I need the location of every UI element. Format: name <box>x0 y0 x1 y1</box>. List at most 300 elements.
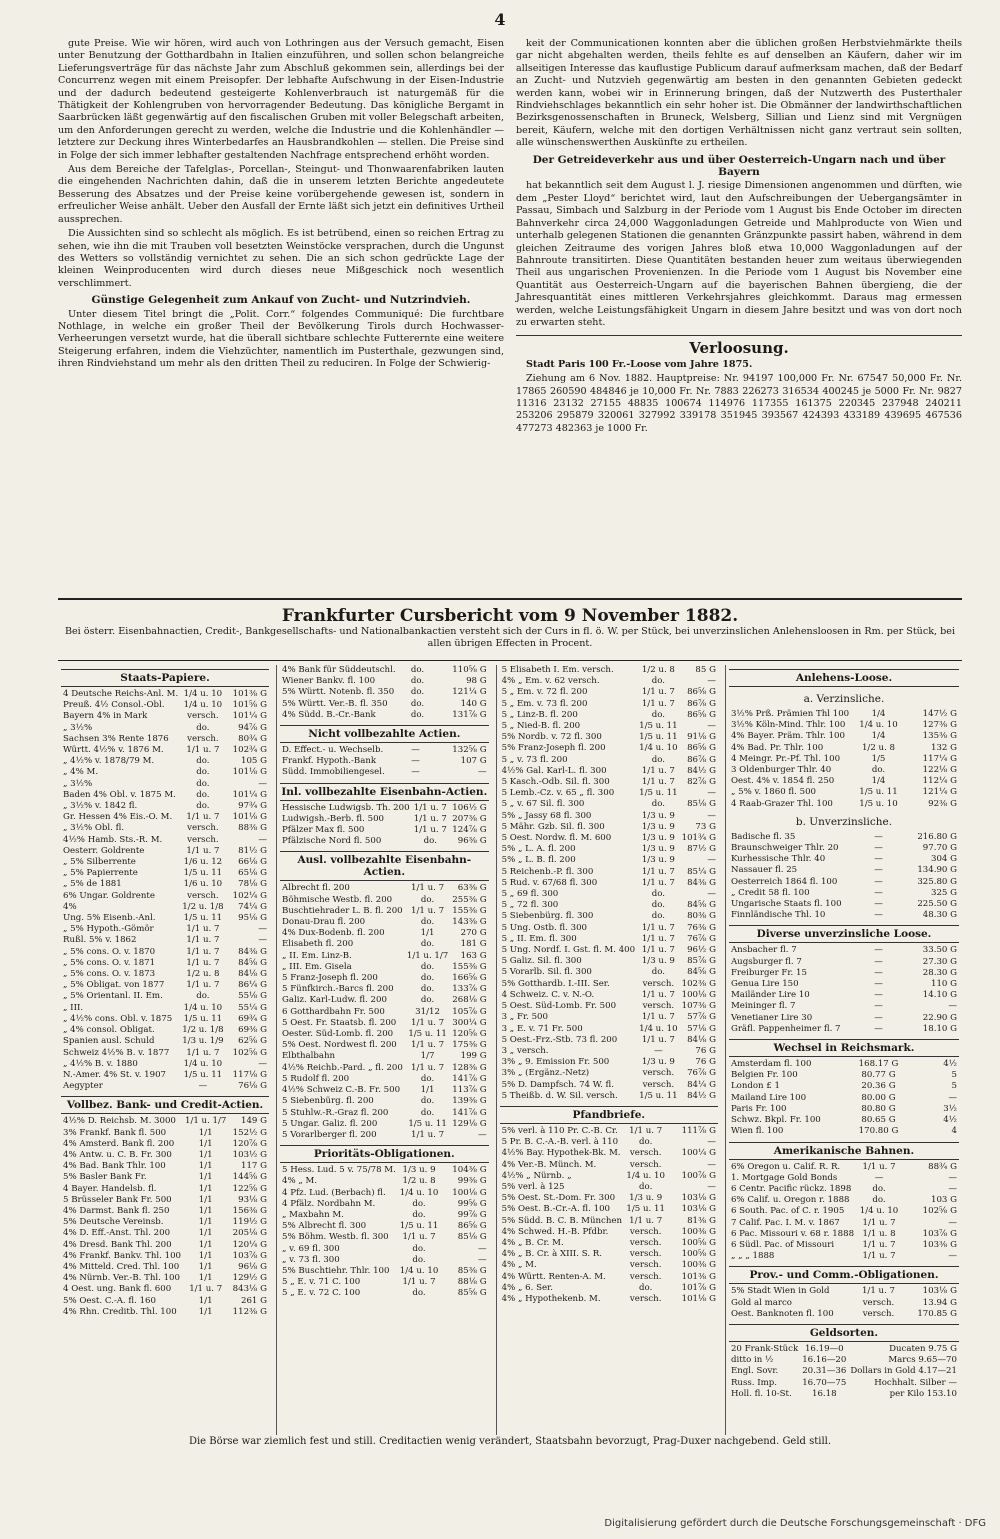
interest-date: do. <box>196 801 210 812</box>
table-row <box>280 1221 489 1232</box>
interest-date: 1/1 u. 7 <box>402 1277 436 1288</box>
table-row <box>500 889 718 900</box>
quote-table <box>729 1162 959 1263</box>
interest-date: 1/1 <box>420 928 435 939</box>
price: 84⅝ G <box>687 967 716 978</box>
security-name: 4 Deutsche Reichs-Anl. M. <box>63 689 179 699</box>
price: 76⅜ G <box>687 922 716 933</box>
price: 84⅛ G <box>687 1034 716 1045</box>
security-name: Oesterr. Goldrente <box>63 845 145 856</box>
price: 100¼ G <box>681 1148 716 1159</box>
price: 205⅛ G <box>232 1228 267 1239</box>
security-name: 5 Brüsseler Bank Fr. 500 <box>63 1194 172 1205</box>
quote-table <box>500 665 718 1102</box>
security-name: 4% Württ. Renten-A. M. <box>501 1271 606 1282</box>
interest-date: 1/1 u. 7 <box>411 1129 445 1140</box>
interest-date: — <box>411 756 420 767</box>
table-row <box>500 822 718 833</box>
table-row <box>280 1040 489 1051</box>
security-name: 4 Schweiz. C. v. N.-O. <box>501 989 595 1000</box>
security-name: 5 Fünfkirch.-Barcs fl. 200 <box>282 984 394 995</box>
price: 63⅜ G <box>457 883 487 894</box>
security-name: Mailänder Lire 10 <box>730 990 810 1001</box>
price: 96½ G <box>687 945 716 956</box>
interest-date: 1/4 <box>871 731 886 742</box>
interest-date: do. <box>651 709 665 720</box>
interest-date: 31/12 <box>415 1006 440 1017</box>
price: 18.10 G <box>922 1023 957 1034</box>
security-name: 5% verl. à 125 <box>501 1181 565 1192</box>
table-row <box>500 911 718 922</box>
table-row <box>61 767 269 778</box>
security-name: 4% „ M. <box>282 1176 318 1187</box>
price: 119½ G <box>232 1217 267 1228</box>
table-row <box>729 1070 959 1081</box>
interest-date: 1/5 u. 11 <box>408 1118 447 1129</box>
interest-date: 1/1 u. 7 <box>641 866 675 877</box>
price: 4 <box>951 1126 957 1137</box>
interest-date: — <box>874 865 883 876</box>
table-row <box>500 878 718 889</box>
table-row <box>61 1206 269 1217</box>
security-name: „ 5% cons. O. v. 1870 <box>63 946 156 957</box>
security-name: 4% „ 6. Ser. <box>501 1282 553 1293</box>
interest-date: do. <box>651 967 665 978</box>
interest-date: do. <box>410 709 425 720</box>
price: 843⅛ G <box>232 1284 267 1295</box>
interest-date: 1/1 u. 7 <box>641 1034 675 1045</box>
security-name: 4% Darmst. Bank fl. 250 <box>63 1205 170 1216</box>
price: 88⅛ G <box>457 1277 487 1288</box>
price: 85 G <box>695 665 716 675</box>
interest-date: 1/1 u. 8 <box>862 1228 896 1239</box>
paragraph: Die Aussichten sind so schlecht als möglich. Es ist betrübend, einen so reichen Ertrag zu sehen, wie ihn die mit Trauben voll besetzten Weinstöcke versprachen, durch die Ungunst des Wetters so vollständig vernichtet zu sehen. Die an sich schon gedrückte Lage der kleinen Weinproducenten wird durch dieses neue Mißgeschick noch wesentlich verschlimmert. <box>58 228 504 289</box>
table-row <box>61 745 269 756</box>
quote-table <box>61 1116 269 1318</box>
price: — <box>707 1137 716 1148</box>
security-name: 6% Ungar. Goldrente <box>63 890 155 901</box>
price: 5 <box>951 1081 957 1092</box>
price: 102¼ G <box>232 890 267 901</box>
interest-date: — <box>411 767 420 778</box>
price: 135⅜ G <box>922 731 957 742</box>
interest-date: 1/1 <box>198 1306 213 1317</box>
price: 101⅛ G <box>232 767 267 778</box>
security-name: 4% Ver.-B. Münch. M. <box>501 1159 597 1170</box>
interest-date: 1/1 u. 7 <box>189 1284 223 1295</box>
price: 261 G <box>241 1295 267 1306</box>
security-name: 5 Theißb. d. W. Sil. versch. <box>501 1090 618 1101</box>
table-row <box>61 958 269 969</box>
price: 163 G <box>460 950 487 961</box>
quote-table <box>280 665 489 721</box>
price: 66⅛ G <box>238 857 267 868</box>
security-name: 4½% Schweiz C.-B. Fr. 500 <box>282 1085 401 1096</box>
table-row <box>729 1229 959 1240</box>
interest-date: 1/2 u. 1/8 <box>182 1025 224 1036</box>
table-row <box>500 788 718 799</box>
table-row <box>500 1193 718 1204</box>
security-name: 5% Böhm. Westb. fl. 300 <box>282 1232 389 1243</box>
table-row <box>61 812 269 823</box>
interest-date: 1/1 u. 7 <box>186 924 220 935</box>
price: 103⅛ G <box>681 1193 716 1204</box>
security-name: Nassauer fl. 25 <box>730 865 798 876</box>
table-row <box>500 945 718 956</box>
table-row <box>500 1148 718 1159</box>
security-name: 5 „ v. 73 fl. 200 <box>501 754 568 765</box>
table-row <box>61 879 269 890</box>
table-title: Vollbez. Bank- und Credit-Actien. <box>61 1096 269 1114</box>
interest-date: 1/5 u. 11 <box>626 1204 665 1215</box>
security-name: 5 „ E. v. 71 C. 100 <box>282 1277 361 1288</box>
price: 84¼ G <box>687 1079 716 1090</box>
interest-date: 1/1 <box>198 1239 213 1250</box>
price: — <box>478 767 487 778</box>
security-name: ditto in ½ <box>730 1355 774 1366</box>
security-name: Bayern 4% in Mark <box>63 711 148 722</box>
security-name: 3 „ versch. <box>501 1045 549 1056</box>
price: 170.85 G <box>917 1308 957 1319</box>
interest-date: do. <box>412 1254 426 1265</box>
table-row <box>280 825 489 836</box>
price: 110⅝ G <box>452 665 487 675</box>
table-row <box>500 1046 718 1057</box>
security-name: 5 „ Nied-B. fl. 200 <box>501 721 581 732</box>
price: 121¼ G <box>922 787 957 798</box>
interest-date: do. <box>639 1282 653 1293</box>
security-name: 5% Basler Bank Fr. <box>63 1172 147 1183</box>
security-name: 3½% Köln-Mind. Thlr. 100 <box>730 720 846 731</box>
price: 95⅛ G <box>238 913 267 924</box>
price: 103⅜ G <box>922 1239 957 1250</box>
interest-date: do. <box>412 1288 426 1299</box>
price: 216.80 G <box>917 831 957 842</box>
table-row <box>61 1172 269 1183</box>
table-row <box>729 945 959 956</box>
security-name: 5 Ungar. Galiz. fl. 200 <box>282 1118 378 1129</box>
security-name: Wiener Bankv. fl. 100 <box>282 676 376 687</box>
security-name: 5 „ v. 67 Sil. fl. 300 <box>501 799 585 810</box>
price: 86⅝ G <box>687 709 716 720</box>
interest-date: 1/5 u. 11 <box>639 788 678 799</box>
interest-date: — <box>874 990 883 1001</box>
price: 107 G <box>460 756 487 767</box>
table-row <box>729 1059 959 1070</box>
table-row <box>280 1266 489 1277</box>
quote-table <box>500 1126 718 1305</box>
price: Dollars in Gold 4.17—21 <box>850 1366 957 1377</box>
market-tables <box>58 660 962 1435</box>
table-row <box>61 913 269 924</box>
price: 57⅛ G <box>687 1023 716 1034</box>
price: 13.94 G <box>922 1297 957 1308</box>
security-name: 4% D. Eff.-Anst. Thl. 200 <box>63 1228 171 1239</box>
security-name: 4 Raab-Grazer Thl. 100 <box>730 798 833 809</box>
table-row <box>280 767 489 778</box>
price: — <box>258 778 267 789</box>
security-name: „ 5% de 1881 <box>63 879 122 890</box>
table-row <box>280 1007 489 1018</box>
security-name: 6% Oregon u. Calif. R. R. <box>730 1161 841 1172</box>
interest-date: 1/6 u. 12 <box>183 857 223 868</box>
table-row <box>729 1309 959 1320</box>
interest-date: — <box>874 887 883 898</box>
security-name: 3 „ Fr. 500 <box>501 1012 548 1023</box>
security-name: Böhmische Westb. fl. 200 <box>282 894 393 905</box>
interest-date: 1/1 u. 7 <box>641 922 675 933</box>
interest-date: 1/2 u. 8 <box>186 969 220 980</box>
security-name: 5% D. Dampfsch. 74 W. fl. <box>501 1079 615 1090</box>
security-name: „ 3½% <box>63 778 93 789</box>
interest-date: 1/5 u. 11 <box>859 787 898 798</box>
interest-date: 1/4 u. 10 <box>399 1265 439 1276</box>
security-name: 3% Frankf. Bank fl. 500 <box>63 1127 167 1138</box>
table-row <box>500 1283 718 1294</box>
price: 101¼ G <box>232 789 267 800</box>
interest-date: 1/1 u. 7 <box>629 1125 663 1136</box>
security-name: 5 Hess. Lud. 5 v. 75/78 M. <box>282 1165 396 1176</box>
table-row <box>280 745 489 756</box>
price: 86⅞ G <box>687 698 716 709</box>
table-row <box>280 995 489 1006</box>
table-row <box>61 779 269 790</box>
table-row <box>729 877 959 888</box>
article-column-left <box>58 38 504 437</box>
interest-date: do. <box>420 1096 435 1107</box>
table-row <box>729 1355 959 1366</box>
table-row <box>61 723 269 734</box>
interest-date: 1/4 u. 10 <box>639 1023 678 1034</box>
table-row <box>280 917 489 928</box>
security-name: „ 4½% v. 1878/79 M. <box>63 756 155 767</box>
security-name: Frankf. Hypoth.-Bank <box>282 756 377 767</box>
market-column-4 <box>725 665 962 1435</box>
table-row <box>500 1080 718 1091</box>
security-name: 5% Gotthardb. I.-III. Ser. <box>501 978 610 989</box>
security-name: Augsburger fl. 7 <box>730 956 802 967</box>
price: 57⅞ G <box>687 1012 716 1023</box>
table-row <box>500 1068 718 1079</box>
price: 101⅛ G <box>681 1293 716 1304</box>
security-name: 5 „ 72 fl. 300 <box>501 900 559 911</box>
interest-date: — <box>874 1023 883 1034</box>
security-name: 4% Bad. Bank Thlr. 100 <box>63 1161 166 1172</box>
table-row <box>729 1173 959 1184</box>
table-title: Prioritäts-Obligationen. <box>280 1145 489 1163</box>
interest-date: — <box>874 1172 884 1183</box>
interest-date: versch. <box>642 1001 675 1012</box>
table-title: Anlehens-Loose. <box>729 669 959 687</box>
price: 100⅞ G <box>681 1170 716 1181</box>
security-name: 4% „ Hypothekenb. M. <box>501 1293 601 1304</box>
security-name: „ 5% cons. O. v. 1871 <box>63 957 156 968</box>
security-name: 4 Oest. ung. Bank fl. 600 <box>63 1284 172 1295</box>
price: 55⅛ G <box>238 991 267 1002</box>
quote-table <box>729 1286 959 1320</box>
table-row <box>61 868 269 879</box>
price: 84⅜ G <box>687 877 716 888</box>
interest-date: do. <box>420 984 435 995</box>
table-row <box>500 676 718 687</box>
interest-date: 1/5 u. 11 <box>639 1090 678 1101</box>
table-row <box>61 1150 269 1161</box>
table-row <box>61 1048 269 1059</box>
table-row <box>61 1036 269 1047</box>
price: 117¼ G <box>922 753 957 764</box>
interest-date: do. <box>196 767 210 778</box>
paragraph: hat bekanntlich seit dem August l. J. riesige Dimensionen angenommen und dürften, wie dem „Pester Lloyd“ berichtet wird, laut den Aufschreibungen der Uebergangsämter in Passau, Simbach und Salzburg in der Periode vom 1 August bis Ende October im directen Bahnverkehr circa 24,000 Waggonladungen Getreide und Mahlproducte von Wien und unterhalb gelegenen Stationen die genannten Gränzpunkte passirt haben, während in dem gleichen Zeitraume des vorigen Jahres bloß etwa 10,000 Waggonladungen auf der Bahnroute transitirten. Diese Quantitäten bestanden heuer zum weitaus überwiegenden Theil aus ungarischen Provenienzen. In die Periode vom 1 August bis November eine Quantität aus Oesterreich-Ungarn auf die bayerischen Bahnen übergieng, die der Jahresquantität eines mittleren Verkehrsjahres gleichkommt. Daraus mag ermessen werden, welche Leistungsfähigkeit Ungarn in diesem Jahre besitzt und was von dort noch zu erwarten steht. <box>516 180 962 328</box>
table-row <box>280 1176 489 1187</box>
table-row <box>61 1116 269 1127</box>
table-row <box>729 1115 959 1126</box>
interest-date: 1/5 u. 11 <box>183 868 223 879</box>
price: 101⅞ G <box>681 1282 716 1293</box>
interest-date: 1/1 <box>420 1085 435 1096</box>
table-row <box>280 928 489 939</box>
table-row <box>61 1262 269 1273</box>
table-row <box>61 1228 269 1239</box>
interest-date: 1/4 <box>871 776 886 787</box>
price: — <box>948 1092 957 1103</box>
table-row <box>61 1284 269 1295</box>
price: 120⅞ G <box>232 1138 267 1149</box>
table-row <box>729 910 959 921</box>
security-name: 4½% Hamb. Sts.-R. M. <box>63 834 163 845</box>
interest-date: — <box>874 956 883 967</box>
interest-date: 1/5 u. 11 <box>399 1221 439 1232</box>
article-column-right <box>516 38 962 437</box>
interest-date: do. <box>651 799 665 810</box>
table-row <box>61 1217 269 1228</box>
security-name: Russ. Imp. <box>730 1377 778 1388</box>
interest-date: versch. <box>187 890 219 901</box>
security-name: „ 5% Obligat. von 1877 <box>63 980 165 991</box>
price: 143⅜ G <box>452 917 487 928</box>
price: 140 G <box>460 698 487 709</box>
interest-date: 1/1 u. 7 <box>641 765 675 776</box>
security-name: 5% Württ. Notenb. fl. 350 <box>282 687 395 698</box>
price: — <box>707 676 716 687</box>
table-row <box>729 854 959 865</box>
security-name: Finnländische Thl. 10 <box>730 910 826 921</box>
price: 270 G <box>460 928 487 939</box>
interest-date: 1/1 u. 7 <box>186 812 220 823</box>
security-name: Meininger fl. 7 <box>730 1001 796 1012</box>
security-name: 3% „ 9. Emission Fr. 500 <box>501 1057 610 1068</box>
table-row <box>729 1298 959 1309</box>
security-name: Mailand Lire 100 <box>730 1092 807 1103</box>
security-name: 4 Meingr. Pr.-Pf. Thl. 100 <box>730 753 841 764</box>
interest-date: versch. <box>629 1260 662 1271</box>
interest-date: do. <box>412 1243 426 1254</box>
table-row <box>280 1063 489 1074</box>
price: 69⅜ G <box>238 1025 267 1036</box>
table-row <box>280 803 489 814</box>
price: 76 G <box>695 1045 716 1056</box>
price: — <box>948 1001 957 1012</box>
security-name: Baden 4% Obl. v. 1875 M. <box>63 789 176 800</box>
lottery-heading: Stadt Paris 100 Fr.-Loose vom Jahre 1875. <box>526 358 753 370</box>
table-row <box>61 700 269 711</box>
security-name: 4% „ Em. v. 62 versch. <box>501 676 600 687</box>
security-name: 4% Dux-Bodenb. fl. 200 <box>282 928 385 939</box>
price: — <box>258 834 267 845</box>
security-name: 4% Nürnb. Ver.-B. Thl. 100 <box>63 1273 180 1284</box>
security-name: N.-Amer. 4% St. v. 1907 <box>63 1069 167 1080</box>
security-name: Württ. 4½% v. 1876 M. <box>63 745 164 756</box>
table-row <box>280 1029 489 1040</box>
security-name: 5% Südd. B. C. B. München <box>501 1215 622 1226</box>
price: 268⅛ G <box>452 995 487 1006</box>
price: 122⅝ G <box>232 1183 267 1194</box>
security-name: Holl. fl. 10-St. <box>730 1388 792 1399</box>
table-row <box>729 1104 959 1115</box>
table-row <box>280 895 489 906</box>
table-row <box>729 865 959 876</box>
price: per Kilo 153.10 <box>889 1388 957 1399</box>
table-row <box>280 973 489 984</box>
table-row <box>61 1003 269 1014</box>
interest-date: 1/7 <box>420 1051 435 1062</box>
table-row <box>729 1081 959 1092</box>
interest-date: 20.31—36 <box>802 1366 847 1377</box>
interest-date: 1/1 u. 7 <box>641 698 675 709</box>
interest-date: do. <box>420 1073 435 1084</box>
security-name: Spanien ausl. Schuld <box>63 1036 155 1047</box>
interest-date: — <box>874 899 883 910</box>
interest-date: do. <box>420 995 435 1006</box>
table-row <box>280 906 489 917</box>
interest-date: do. <box>651 900 665 911</box>
table-title: Wechsel in Reichsmark. <box>729 1039 959 1057</box>
interest-date: do. <box>196 789 210 800</box>
table-row <box>61 1059 269 1070</box>
table-row <box>61 689 269 700</box>
quote-table <box>729 832 959 922</box>
quote-table <box>729 1344 959 1400</box>
security-name: Pfälzische Nord fl. 500 <box>282 836 382 847</box>
security-name: Paris Fr. 100 <box>730 1103 787 1114</box>
security-name: 5 „ II. Em. fl. 300 <box>501 933 577 944</box>
security-name: 5 Vorarlb. Sil. fl. 300 <box>501 967 592 978</box>
table-row <box>729 888 959 899</box>
table-row <box>500 923 718 934</box>
price: 80¾ G <box>238 733 267 744</box>
price: 74¼ G <box>238 901 267 912</box>
interest-date: do. <box>420 973 435 984</box>
security-name: Schweiz 4½% B. v. 1877 <box>63 1047 170 1058</box>
table-row <box>500 956 718 967</box>
table-title: Prov.- und Comm.-Obligationen. <box>729 1266 959 1284</box>
table-title: Geldsorten. <box>729 1324 959 1342</box>
security-name: 5% Oest. B.-Cr.-A. fl. 100 <box>501 1204 611 1215</box>
table-row <box>500 732 718 743</box>
price: 124⅞ G <box>452 825 487 836</box>
table-row <box>500 1137 718 1148</box>
security-name: „ 4% consol. Obligat. <box>63 1025 155 1036</box>
security-name: Schwz. Bkpl. Fr. 100 <box>730 1115 821 1126</box>
interest-date: do. <box>420 939 435 950</box>
price: 134.90 G <box>917 865 957 876</box>
divider <box>516 335 962 336</box>
price: 112¼ G <box>922 776 957 787</box>
table-row <box>280 1199 489 1210</box>
price: 132⅝ G <box>452 745 487 756</box>
price: 97¾ G <box>238 801 267 812</box>
interest-date: 1/1 <box>198 1194 213 1205</box>
table-row <box>729 1240 959 1251</box>
